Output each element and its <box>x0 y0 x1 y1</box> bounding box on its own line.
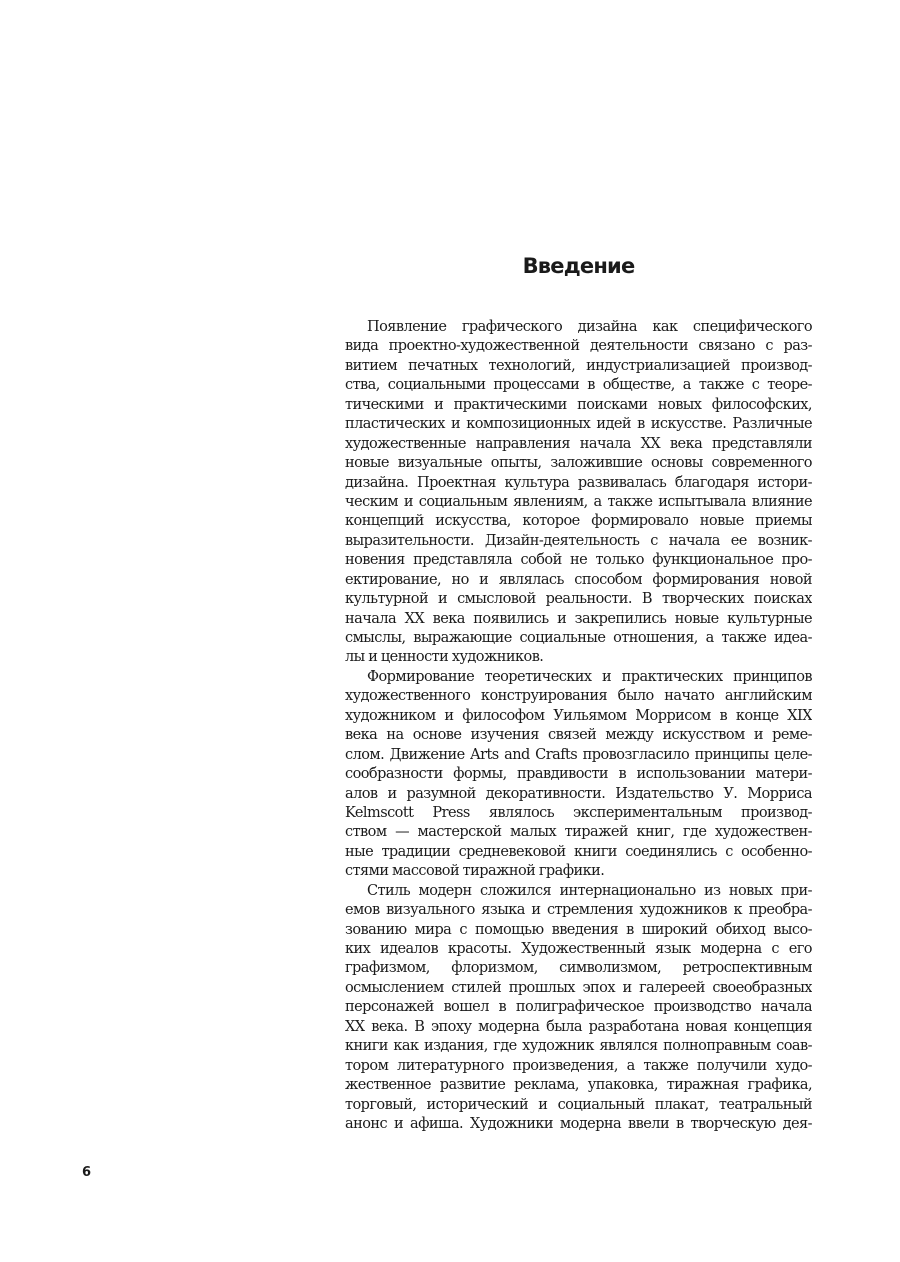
text-line: XX века. В эпоху модерна была разработана новая концепция <box>345 1018 812 1035</box>
text-line: ные традиции средневековой книги соединялись с особенно- <box>345 843 812 860</box>
text-line: графизмом, флоризмом, символизмом, ретроспективным <box>345 960 812 977</box>
text-line: жественное развитие реклама, упаковка, тиражная графика, <box>345 1077 812 1094</box>
text-line: концепций искусства, которое формировало новые приемы <box>345 513 812 530</box>
text-line: персонажей вошел в полиграфическое производство начала <box>345 999 812 1016</box>
text-line: ектирование, но и являлась способом формирования новой <box>345 571 812 588</box>
text-line: слом. Движение Arts and Crafts провозгласило принципы целе- <box>345 746 812 763</box>
text-line: зованию мира с помощью введения в широкий обиход высо- <box>345 921 812 938</box>
text-line: анонс и афиша. Художники модерна ввели в творческую дея- <box>345 1115 812 1132</box>
text-line: витием печатных технологий, индустриализацией производ- <box>345 357 812 374</box>
paragraph-1 <box>345 318 812 668</box>
text-line: века на основе изучения связей между искусством и реме- <box>345 727 812 744</box>
text-line: новые визуальные опыты, заложившие основы современного <box>345 455 812 472</box>
text-line: дизайна. Проектная культура развивалась благодаря истори- <box>345 474 812 491</box>
text-line: ких идеалов красоты. Художественный язык модерна с его <box>345 941 812 957</box>
text-line: пластических и композиционных идей в искусстве. Различные <box>345 416 812 433</box>
text-line: Kelmscott Press являлось экспериментальным производ- <box>345 804 812 821</box>
text-line: ческим и социальным явлениям, а также испытывала влияние <box>345 493 812 510</box>
text-line: тором литературного произведения, а также получили худо- <box>345 1057 812 1074</box>
text-line: торговый, исторический и социальный плакат, театральный <box>345 1096 812 1113</box>
text-line: емов визуального языка и стремления художников к преобра- <box>345 902 812 919</box>
text-line: тическими и практическими поисками новых философских, <box>345 396 812 413</box>
page-number: 6 <box>82 1165 92 1180</box>
text-line: ством — мастерской малых тиражей книг, где художествен- <box>345 824 812 841</box>
paragraph-3 <box>345 882 812 1135</box>
text-line: художественные направления начала XX века представляли <box>345 435 812 452</box>
text-line: смыслы, выражающие социальные отношения, а также идеа- <box>345 630 812 646</box>
text-line: книги как издания, где художник являлся полноправным соав- <box>345 1038 812 1055</box>
text-line: начала XX века появились и закрепились новые культурные <box>345 610 812 627</box>
body-text <box>345 318 812 1134</box>
paragraph-2 <box>345 668 812 882</box>
text-line: новения представляла собой не только функциональное про- <box>345 552 812 569</box>
chapter-title: Введение <box>522 254 635 278</box>
text-line: вида проектно-художественной деятельности связано с раз- <box>345 338 812 355</box>
text-line: ства, социальными процессами в обществе, а также с теоре- <box>345 377 812 394</box>
text-line: лы и ценности художников. <box>345 649 544 666</box>
text-line: выразительности. Дизайн-деятельность с начала ее возник- <box>345 532 812 549</box>
text-line: алов и разумной декоративности. Издательство У. Морриса <box>345 785 812 802</box>
text-line: стями массовой тиражной графики. <box>345 863 605 880</box>
text-line: Стиль модерн сложился интернационально из новых при- <box>367 882 812 899</box>
text-line: сообразности формы, правдивости в использовании матери- <box>345 766 812 783</box>
text-line: художником и философом Уильямом Моррисом в конце XIX <box>345 707 812 724</box>
text-line: культурной и смысловой реальности. В творческих поисках <box>345 591 812 608</box>
text-line: осмыслением стилей прошлых эпох и галереей своеобразных <box>345 979 812 996</box>
text-line: художественного конструирования было начато английским <box>345 688 812 705</box>
text-line: Формирование теоретических и практических принципов <box>367 668 812 685</box>
text-line: Появление графического дизайна как специфического <box>367 319 812 335</box>
